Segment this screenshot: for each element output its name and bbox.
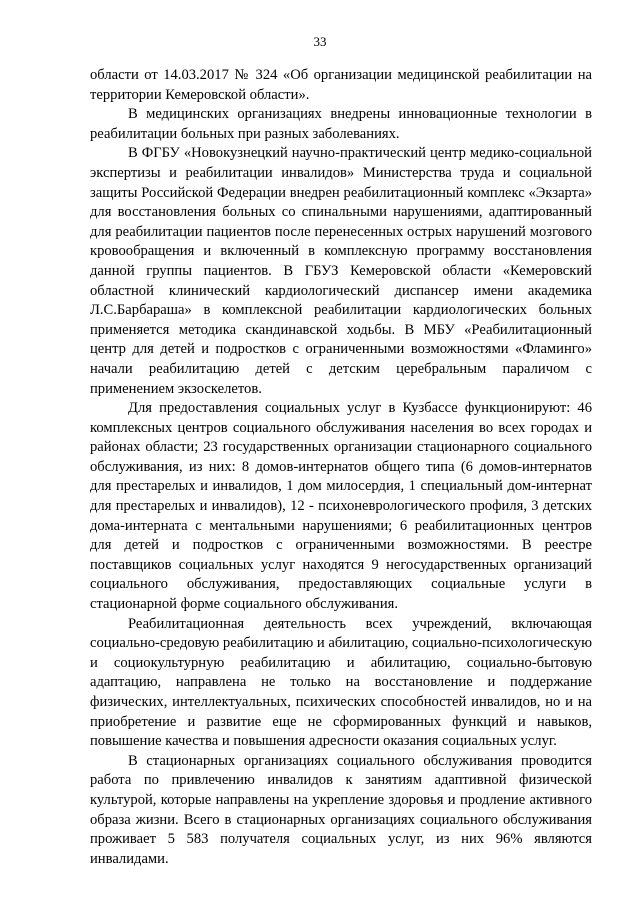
page-number: 33 (313, 34, 327, 49)
paragraph-social-services: Для предоставления социальных услуг в Кузбассе функционируют: 46 комплексных центров социального обслуживания населения во всех городах и районах области; 23 государственных организации стационарного социального обслуживания, из них: 8 домов-интернатов общего типа (6 домов-интернатов для престарелых и инвалидов, 1 дом милосердия, 1 специальный дом-интернат для престарелых и инвалидов), 12 - психоневрологического профиля, 3 детских дома-интерната с ментальными нарушениями; 6 реабилитационных центров для детей и подростков с ограниченными возможностями. В реестре поставщиков социальных услуг находятся 9 негосударственных организаций социального обслуживания, предоставляющих социальные услуги в стационарной форме социального обслуживания. (90, 400, 592, 613)
paragraph-continuation: области от 14.03.2017 № 324 «Об организации медицинской реабилитации на территории Кемеровской области». (90, 67, 592, 103)
paragraph-rehab-centers: В ФГБУ «Новокузнецкий научно-практический центр медико-социальной экспертизы и реабилитации инвалидов» Министерства труда и социальной защиты Российской Федерации внедрен реабилитационный комплекс «Экзарта» для восстановления больных со спинальными нарушениями, адаптированный для реабилитации пациентов после перенесенных острых нарушений мозгового кровообращения и включенный в комплексную программу восстановления данной группы пациентов. В ГБУЗ Кемеровской области «Кемеровский областной клинический кардиологический диспансер имени академика Л.С.Барбараша» в комплексной реабилитации кардиологических больных применяется методика скандинавской ходьбы. В МБУ «Реабилитационный центр для детей и подростков с ограниченными возможностями «Фламинго» начали реабилитацию детей с детским церебральным параличом с применением экзоскелетов. (90, 145, 592, 397)
paragraph-adaptive-sports: В стационарных организациях социального обслуживания проводится работа по привлечению инвалидов к занятиям адаптивной физической культурой, которые направлены на укрепление здоровья и продление активного образа жизни. Всего в стационарных организациях социального обслуживания проживает 5 583 получателя социальных услуг, из них 96% являются инвалидами. (90, 752, 592, 867)
paragraph-rehab-activity: Реабилитационная деятельность всех учреждений, включающая социально-средовую реабилитацию и абилитацию, социально-психологическую и социокультурную реабилитацию и абилитацию, социально-бытовую адаптацию, направлена не только на восстановление и поддержание физических, интеллектуальных, психических способностей инвалидов, но и на приобретение и развитие еще не сформированных функций и навыков, повышение качества и повышения адресности оказания социальных услуг. (90, 615, 592, 750)
document-body (90, 66, 592, 869)
paragraph-innovations: В медицинских организациях внедрены инновационные технологии в реабилитации больных при разных заболеваниях. (90, 106, 592, 142)
